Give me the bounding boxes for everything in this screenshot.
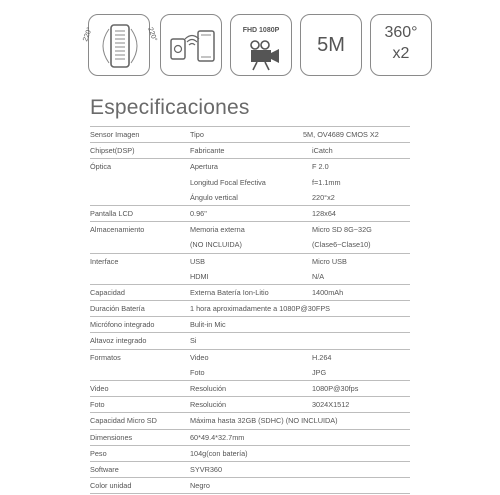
spec-row bbox=[90, 284, 410, 300]
spec-line bbox=[90, 222, 410, 237]
view-360-badge bbox=[370, 14, 432, 76]
dual-lens-icon bbox=[82, 14, 158, 76]
spec-label: Capacidad Micro SD bbox=[90, 416, 157, 426]
spec-field: 0.96" bbox=[190, 208, 207, 218]
spec-line bbox=[90, 269, 410, 284]
spec-field: (NO INCLUIDA) bbox=[190, 240, 242, 250]
spec-value: (Clase6~Clase10) bbox=[312, 240, 371, 250]
spec-value: 5M, OV4689 CMOS X2 bbox=[303, 130, 379, 139]
spec-value: 1080P@30fps bbox=[312, 384, 359, 393]
spec-line bbox=[90, 430, 410, 445]
spec-label: Chipset(DSP) bbox=[90, 146, 135, 156]
spec-label: Formatos bbox=[90, 352, 121, 362]
spec-line bbox=[90, 446, 410, 461]
view-360-label: 360° bbox=[384, 24, 418, 41]
spec-row bbox=[90, 412, 410, 428]
spec-line bbox=[90, 381, 410, 396]
spec-field: SYVR360 bbox=[190, 464, 223, 474]
spec-row bbox=[90, 477, 410, 494]
spec-row bbox=[90, 380, 410, 396]
spec-label: Sensor Imagen bbox=[90, 130, 140, 139]
spec-value: 3024X1512 bbox=[312, 400, 350, 410]
spec-field: HDMI bbox=[190, 271, 209, 281]
spec-label: Óptica bbox=[90, 162, 112, 172]
spec-field: Foto bbox=[190, 367, 205, 377]
spec-label: Duración Batería bbox=[90, 304, 145, 314]
spec-line bbox=[90, 397, 410, 412]
spec-line bbox=[90, 478, 410, 493]
spec-value: Micro USB bbox=[312, 256, 347, 266]
spec-label: Pantalla LCD bbox=[90, 208, 133, 218]
spec-label: Interface bbox=[90, 256, 119, 266]
spec-label: Almacenamiento bbox=[90, 225, 145, 235]
spec-line bbox=[90, 254, 410, 269]
spec-value: 220°x2 bbox=[312, 192, 335, 202]
spec-line bbox=[90, 159, 410, 174]
spec-value: iCatch bbox=[312, 146, 333, 156]
spec-line bbox=[90, 350, 410, 365]
spec-label: Software bbox=[90, 464, 119, 474]
spec-field: Fabricante bbox=[190, 146, 225, 156]
spec-label: Altavoz integrado bbox=[90, 336, 147, 346]
spec-field: Bulit-in Mic bbox=[190, 320, 226, 330]
spec-row bbox=[90, 461, 410, 477]
spec-label: Video bbox=[90, 384, 109, 393]
angle-right-label: 220° bbox=[146, 26, 158, 43]
spec-value: N/A bbox=[312, 271, 325, 281]
spec-row bbox=[90, 126, 410, 142]
video-camera-icon bbox=[230, 14, 292, 76]
spec-field: Video bbox=[190, 352, 209, 362]
spec-row bbox=[90, 205, 410, 221]
spec-row bbox=[90, 142, 410, 158]
spec-value: Micro SD 8G~32G bbox=[312, 225, 372, 235]
spec-line bbox=[90, 365, 410, 380]
spec-field: Negro bbox=[190, 481, 210, 491]
spec-line bbox=[90, 175, 410, 190]
spec-row bbox=[90, 158, 410, 205]
spec-value: 1400mAh bbox=[312, 287, 344, 297]
resolution-label: 5M bbox=[317, 34, 345, 56]
spec-value: f=1.1mm bbox=[312, 177, 341, 187]
spec-field: Tipo bbox=[190, 130, 204, 139]
spec-line bbox=[90, 127, 410, 142]
spec-line bbox=[90, 462, 410, 477]
spec-line bbox=[90, 413, 410, 428]
spec-label: Capacidad bbox=[90, 287, 125, 297]
spec-row bbox=[90, 396, 410, 412]
feature-icons bbox=[0, 14, 500, 76]
spec-field: Longitud Focal Efectiva bbox=[190, 177, 266, 187]
resolution-badge bbox=[300, 14, 362, 76]
spec-field: Apertura bbox=[190, 162, 218, 172]
spec-value: 128x64 bbox=[312, 208, 336, 218]
spec-field: Ángulo vertical bbox=[190, 192, 238, 202]
spec-line bbox=[90, 333, 410, 348]
spec-field: Resolución bbox=[190, 384, 227, 393]
spec-field: Máxima hasta 32GB (SDHC) (NO INCLUIDA) bbox=[190, 416, 338, 426]
spec-value: JPG bbox=[312, 367, 327, 377]
spec-row bbox=[90, 332, 410, 348]
spec-row bbox=[90, 300, 410, 316]
spec-field: Externa Batería Ion-Litio bbox=[190, 287, 269, 297]
spec-row bbox=[90, 445, 410, 461]
view-multiplier-label: x2 bbox=[392, 45, 410, 62]
spec-row bbox=[90, 253, 410, 284]
spec-line bbox=[90, 143, 410, 158]
spec-label: Foto bbox=[90, 400, 105, 410]
spec-line bbox=[90, 317, 410, 332]
spec-line bbox=[90, 206, 410, 221]
spec-line bbox=[90, 285, 410, 300]
spec-label: Micrófono integrado bbox=[90, 320, 155, 330]
spec-field: 60*49.4*32.7mm bbox=[190, 432, 245, 442]
spec-field: Si bbox=[190, 336, 197, 346]
spec-field: 1 hora aproximadamente a 1080P@30FPS bbox=[190, 304, 331, 314]
spec-row bbox=[90, 349, 410, 380]
spec-label: Color unidad bbox=[90, 481, 132, 491]
angle-left-label: 220° bbox=[82, 26, 94, 43]
spec-field: Resolución bbox=[190, 400, 227, 410]
spec-row bbox=[90, 429, 410, 445]
spec-label: Peso bbox=[90, 448, 107, 458]
spec-value: H.264 bbox=[312, 352, 332, 362]
spec-line bbox=[90, 237, 410, 252]
spec-line bbox=[90, 190, 410, 205]
spec-row bbox=[90, 316, 410, 332]
spec-label: Dimensiones bbox=[90, 432, 133, 442]
spec-table bbox=[90, 126, 410, 494]
spec-field: USB bbox=[190, 256, 206, 266]
spec-row bbox=[90, 221, 410, 252]
spec-line bbox=[90, 301, 410, 316]
page-title: Especificaciones bbox=[90, 96, 250, 119]
spec-field: 104g(con batería) bbox=[190, 448, 248, 458]
spec-field: Memoria externa bbox=[190, 225, 245, 235]
fhd-label: FHD 1080P bbox=[242, 27, 280, 34]
wifi-phone-icon bbox=[160, 14, 222, 76]
spec-value: F 2.0 bbox=[312, 162, 329, 172]
